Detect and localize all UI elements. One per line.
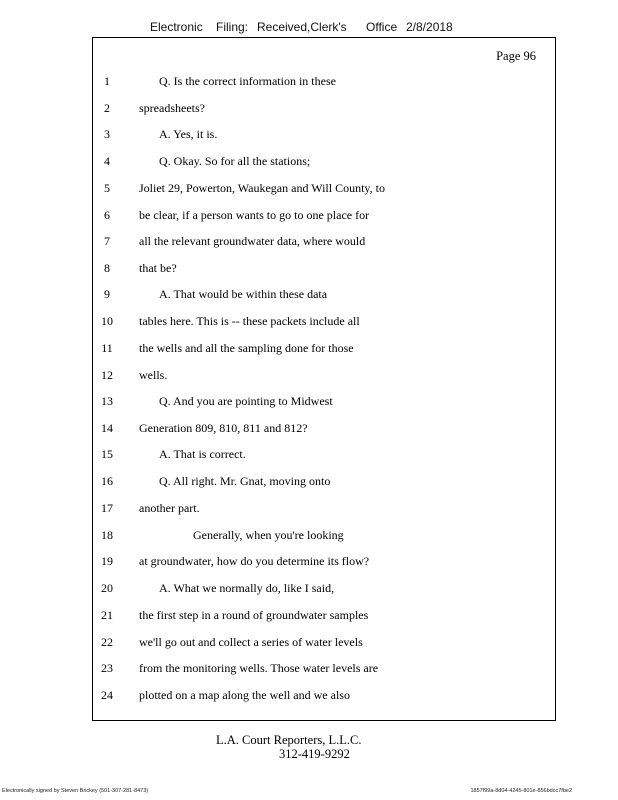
transcript-line <box>0 313 618 329</box>
reporter-phone: 312-419-9292 <box>279 747 350 761</box>
line-text: the first step in a round of groundwater samples <box>139 608 369 622</box>
transcript-line <box>0 367 618 383</box>
line-text: all the relevant groundwater data, where would <box>139 234 366 248</box>
line-number: 21 <box>101 608 113 622</box>
line-text: Generally, when you're looking <box>193 528 344 542</box>
line-number: 17 <box>101 501 113 515</box>
reporter-company: L.A. Court Reporters, L.L.C. <box>216 733 362 747</box>
line-text: Q. All right. Mr. Gnat, moving onto <box>159 474 331 488</box>
line-text: the wells and all the sampling done for those <box>139 341 354 355</box>
line-number: 13 <box>101 394 113 408</box>
line-number: 22 <box>101 635 113 649</box>
transcript-line <box>0 607 618 623</box>
line-number: 11 <box>101 341 113 355</box>
transcript-line <box>0 73 618 89</box>
line-text: tables here. This is -- these packets include all <box>139 314 360 328</box>
transcript-line <box>0 553 618 569</box>
line-text: from the monitoring wells. Those water levels are <box>139 661 379 675</box>
document-hash: 1857f99a-8d04-4245-801e-856bdcc7fbe2 <box>470 788 572 794</box>
line-text: A. Yes, it is. <box>159 127 218 141</box>
line-text: that be? <box>139 261 177 275</box>
transcript-line <box>0 153 618 169</box>
line-number: 24 <box>101 688 113 702</box>
transcript-line <box>0 207 618 223</box>
line-text: at groundwater, how do you determine its flow? <box>139 554 370 568</box>
transcript-line <box>0 500 618 516</box>
line-number: 6 <box>104 208 110 222</box>
header-received: Received,Clerk's <box>257 20 347 34</box>
line-number: 4 <box>104 154 110 168</box>
line-number: 3 <box>104 127 110 141</box>
transcript-line <box>0 660 618 676</box>
line-text: spreadsheets? <box>139 101 205 115</box>
line-text: be clear, if a person wants to go to one place for <box>139 208 370 222</box>
transcript-line <box>0 687 618 703</box>
line-number: 14 <box>101 421 113 435</box>
header-office: Office <box>366 20 398 34</box>
line-text: Generation 809, 810, 811 and 812? <box>139 421 308 435</box>
line-text: wells. <box>139 368 168 382</box>
line-number: 9 <box>104 287 110 301</box>
line-number: 2 <box>104 101 110 115</box>
line-number: 7 <box>104 234 110 248</box>
line-text: Q. Okay. So for all the stations; <box>159 154 311 168</box>
line-number: 5 <box>104 181 110 195</box>
line-number: 18 <box>101 528 113 542</box>
transcript-line <box>0 286 618 302</box>
header-filing: Filing: <box>216 20 249 34</box>
line-text: Q. Is the correct information in these <box>159 74 336 88</box>
transcript-line <box>0 233 618 249</box>
transcript-line <box>0 580 618 596</box>
transcript-line <box>0 446 618 462</box>
transcript-line <box>0 126 618 142</box>
line-text: A. That is correct. <box>159 447 246 461</box>
transcript-line <box>0 634 618 650</box>
transcript-line <box>0 100 618 116</box>
line-text: Joliet 29, Powerton, Waukegan and Will County, to <box>139 181 385 195</box>
header-date: 2/8/2018 <box>406 20 453 34</box>
line-number: 12 <box>101 368 113 382</box>
line-number: 8 <box>104 261 110 275</box>
line-number: 20 <box>101 581 113 595</box>
line-number: 10 <box>101 314 113 328</box>
transcript-line <box>0 260 618 276</box>
page-number: Page 96 <box>496 49 536 63</box>
line-text: A. What we normally do, like I said, <box>159 581 335 595</box>
transcript-line <box>0 180 618 196</box>
line-text: plotted on a map along the well and we also <box>139 688 350 702</box>
transcript-line <box>0 473 618 489</box>
line-number: 16 <box>101 474 113 488</box>
electronic-signature: Electronically signed by Steven Brickey (501-307-281-8473) <box>2 788 149 794</box>
line-text: another part. <box>139 501 200 515</box>
transcript-line <box>0 393 618 409</box>
line-number: 1 <box>104 74 110 88</box>
line-text: we'll go out and collect a series of water levels <box>139 635 363 649</box>
line-number: 19 <box>101 554 113 568</box>
line-number: 23 <box>101 661 113 675</box>
transcript-line <box>0 340 618 356</box>
line-text: A. That would be within these data <box>159 287 328 301</box>
header-electronic: Electronic <box>150 20 203 34</box>
transcript-line <box>0 420 618 436</box>
transcript-line <box>0 527 618 543</box>
line-number: 15 <box>101 447 113 461</box>
line-text: Q. And you are pointing to Midwest <box>159 394 333 408</box>
